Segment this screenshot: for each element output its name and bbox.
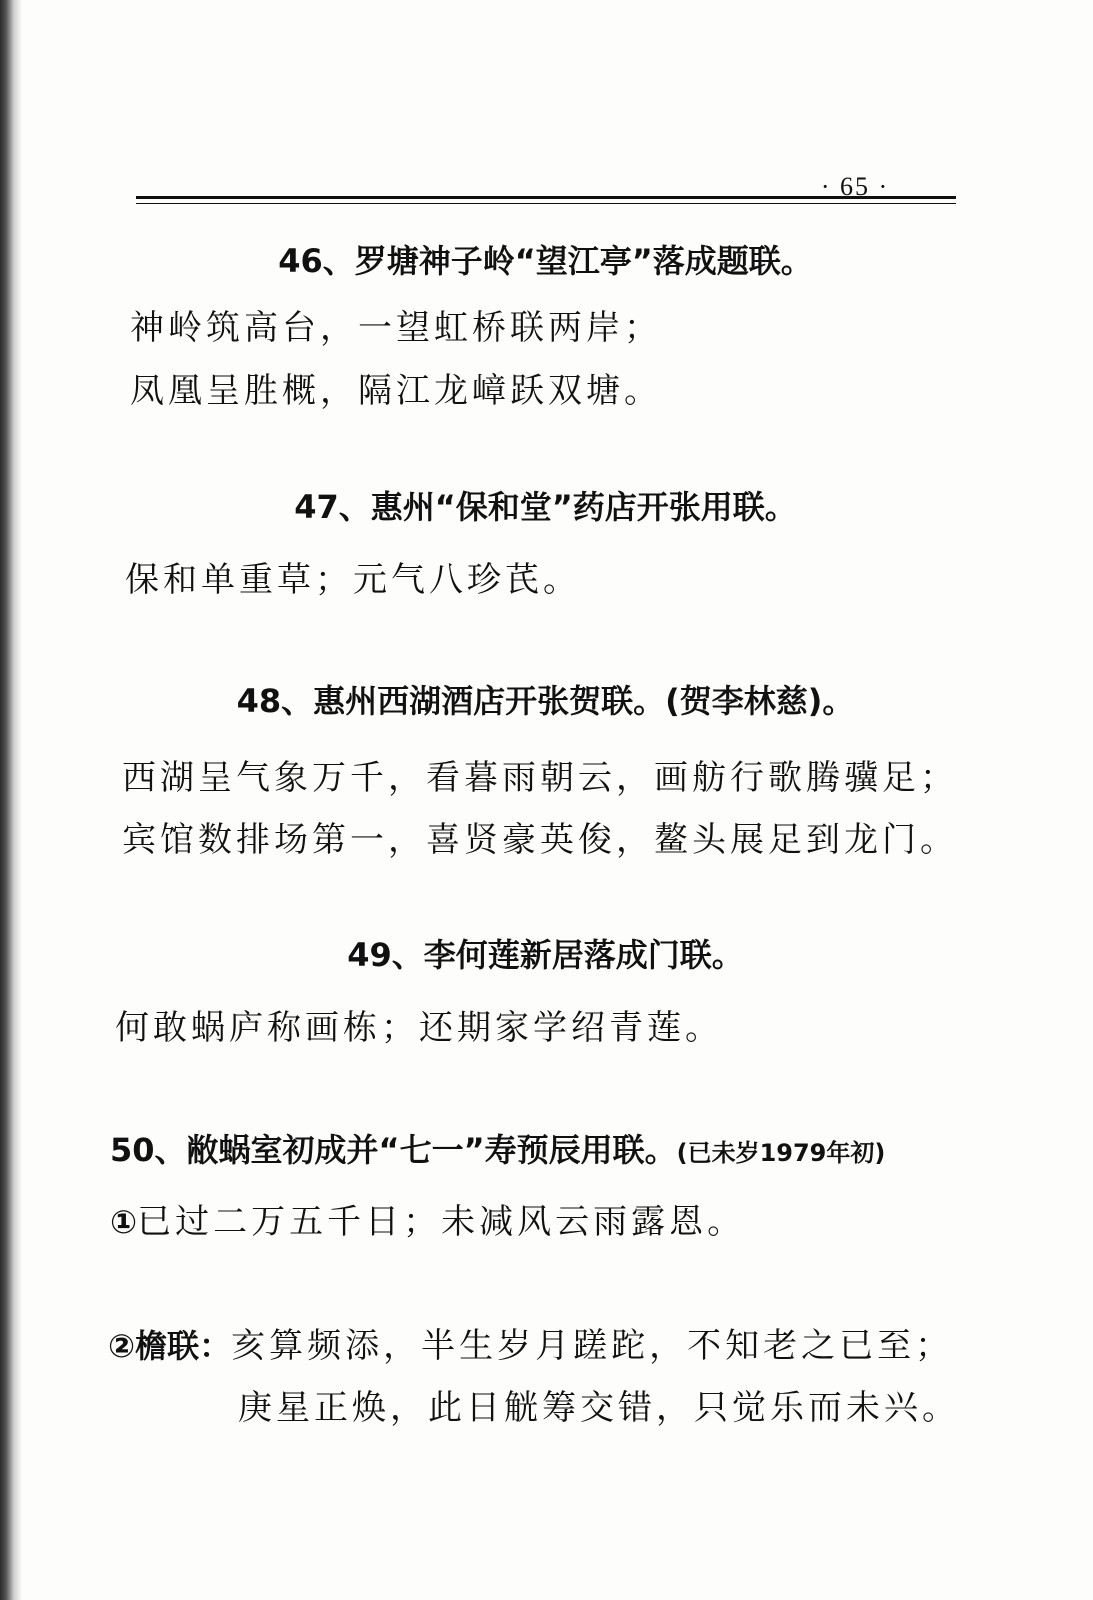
scan-binding-edge (0, 0, 22, 1600)
entry-50-item-2-line-2: 庚星正焕，此日觥筹交错，只觉乐而未兴。 (238, 1388, 960, 1428)
entry-46-line-1: 神岭筑高台，一望虹桥联两岸； (130, 308, 662, 348)
entry-46-heading: 46、罗塘神子岭“望江亭”落成题联。 (278, 242, 813, 280)
item-1-marker: ① (110, 1203, 138, 1241)
entry-48-line-1: 西湖呈气象万千，看暮雨朝云，画舫行歌腾骥足； (122, 758, 958, 798)
entry-47-heading: 47、惠州“保和堂”药店开张用联。 (294, 488, 797, 526)
entry-49-heading: 49、李何莲新居落成门联。 (347, 936, 744, 974)
item-1-text: 已过二万五千日；未减风云雨露恩。 (137, 1202, 746, 1242)
header-rule-thick (136, 196, 956, 199)
entry-46-line-2: 凤凰呈胜概，隔江龙嶂跃双塘。 (130, 371, 662, 411)
entry-50-heading (110, 1125, 965, 1171)
item-2-marker: ②檐联： (108, 1327, 232, 1365)
item-2-line-1: 亥算频添，半生岁月蹉跎，不知老之已至； (231, 1326, 954, 1366)
page-number: · 65 · (820, 172, 890, 201)
entry-50-heading-text: 50、敝蜗室初成并“七一”寿预辰用联。 (110, 1131, 677, 1169)
entry-47-line-1: 保和单重草；元气八珍芪。 (125, 560, 581, 600)
entry-48-line-2: 宾馆数排场第一，喜贤豪英俊，鳌头展足到龙门。 (122, 820, 958, 860)
entry-50-item-2 (108, 1318, 953, 1367)
entry-50-heading-note: (已未岁1979年初) (676, 1139, 886, 1167)
entry-49-line-1: 何敢蜗庐称画栋；还期家学绍青莲。 (115, 1008, 723, 1048)
header-rule-thin (136, 203, 956, 204)
entry-48-heading: 48、惠州西湖酒店开张贺联。(贺李林慈)。 (236, 682, 855, 720)
entry-50-item-1 (110, 1194, 745, 1243)
